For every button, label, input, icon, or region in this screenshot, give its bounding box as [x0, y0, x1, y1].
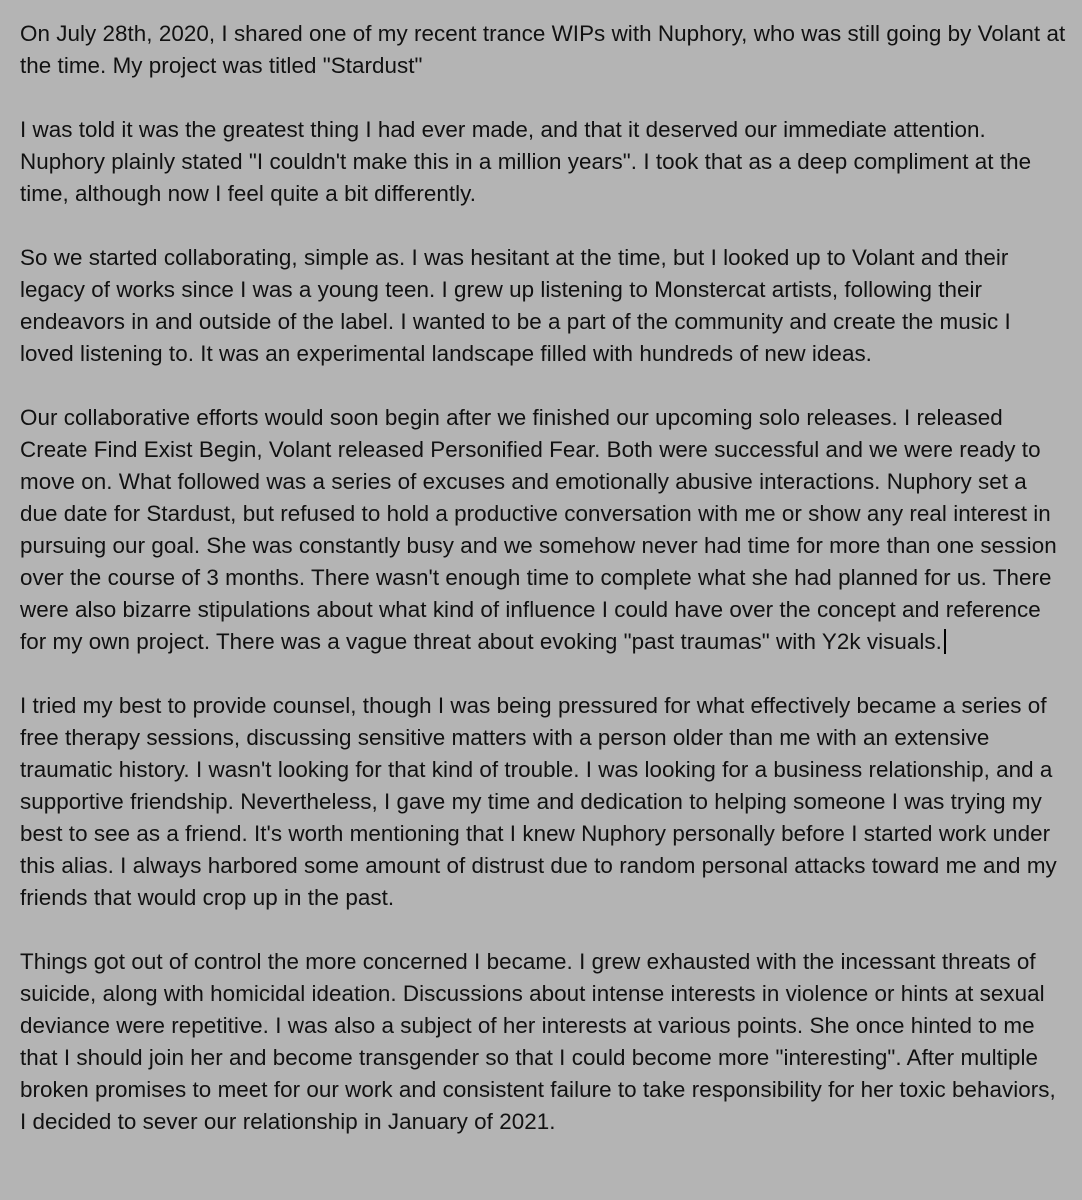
text-cursor — [944, 629, 946, 654]
paragraph-text: Our collaborative efforts would soon begin after we finished our upcoming solo releases. I released Create Find Exist Begin, Volant released Personified Fear. Both were successful and we were ready to move on. What followed was a series of excuses and emotionally abusive interactions. Nuphory set a due date for Stardust, but refused to hold a productive conversation with me or show any real interest in pursuing our goal. She was constantly busy and we somehow never had time for more than one session over the course of 3 months. There wasn't enough time to complete what she had planned for us. There were also bizarre stipulations about what kind of influence I could have over the concept and reference for my own project. There was a vague threat about evoking "past traumas" with Y2k visuals. — [20, 405, 1057, 654]
paragraph: So we started collaborating, simple as. I was hesitant at the time, but I looked up to Volant and their legacy of works since I was a young teen. I grew up listening to Monstercat artists, following their endeavors in and outside of the label. I wanted to be a part of the community and create the music I loved listening to. It was an experimental landscape filled with hundreds of new ideas. — [20, 245, 1011, 366]
paragraph: On July 28th, 2020, I shared one of my recent trance WIPs with Nuphory, who was still going by Volant at the time. My project was titled "Stardust" — [20, 21, 1066, 78]
paragraph: I was told it was the greatest thing I had ever made, and that it deserved our immediate attention. Nuphory plainly stated "I couldn't make this in a million years". I took that as a deep compliment at the time, although now I feel quite a bit differently. — [20, 117, 1032, 206]
paragraph: I tried my best to provide counsel, though I was being pressured for what effectively became a series of free therapy sessions, discussing sensitive matters with a person older than me with an extensive traumatic history. I wasn't looking for that kind of trouble. I was looking for a business relationship, and a supportive friendship. Nevertheless, I gave my time and dedication to helping someone I was trying my best to see as a friend. It's worth mentioning that I knew Nuphory personally before I started work under this alias. I always harbored some amount of distrust due to random personal attacks toward me and my friends that would crop up in the past. — [20, 693, 1057, 910]
paragraph: Things got out of control the more concerned I became. I grew exhausted with the incessant threats of suicide, along with homicidal ideation. Discussions about intense interests in violence or hints at sexual deviance were repetitive. I was also a subject of her interests at various points. She once hinted to me that I should join her and become transgender so that I could become more "interesting". After multiple broken promises to meet for our work and consistent failure to take responsibility for her toxic behaviors, I decided to sever our relationship in January of 2021. — [20, 949, 1056, 1134]
paragraph-with-caret — [20, 402, 1068, 658]
